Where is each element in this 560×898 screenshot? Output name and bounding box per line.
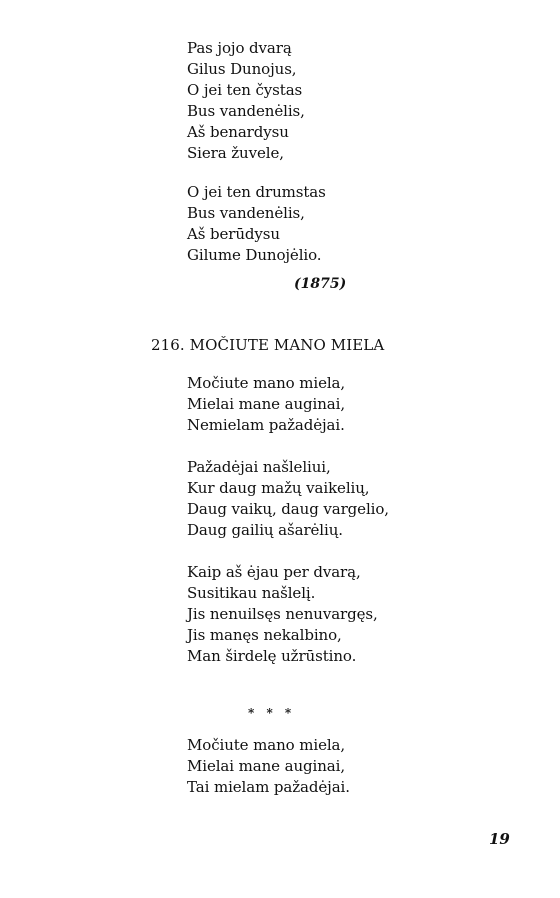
verse-line: Mielai mane auginai,	[187, 757, 345, 775]
verse-line: Kur daug mažų vaikelių,	[187, 479, 370, 497]
verse-line: Man širdelę užrūstino.	[187, 647, 357, 665]
verse-line: Daug vaikų, daug vargelio,	[187, 500, 389, 518]
verse-line: Močiute mano miela,	[187, 736, 346, 754]
verse-line: Jis nenuilsęs nenuvargęs,	[187, 605, 378, 623]
verse-line: Tai mielam pažadėjai.	[187, 778, 350, 796]
verse-line: Gilume Dunojėlio.	[187, 246, 322, 264]
verse-line: Aš benardysu	[187, 123, 289, 141]
stanza	[187, 562, 487, 667]
verse-line: Nemielam pažadėjai.	[187, 416, 345, 434]
verse-line: Bus vandenėlis,	[187, 102, 305, 120]
verse-line: O jei ten drumstas	[187, 183, 326, 201]
verse-line: Bus vandenėlis,	[187, 204, 305, 222]
verse-line: O jei ten čystas	[187, 81, 303, 99]
stanza	[187, 182, 487, 266]
section-divider: * * *	[248, 706, 296, 720]
stanza	[187, 373, 487, 436]
stanza	[187, 735, 487, 798]
verse-line: Daug gailių ašarėlių.	[187, 521, 343, 539]
verse-line: Pažadėjai našleliui,	[187, 458, 331, 476]
verse-line: Kaip aš ėjau per dvarą,	[187, 563, 361, 581]
verse-line: Močiute mano miela,	[187, 374, 346, 392]
verse-line: Aš berūdysu	[187, 225, 280, 243]
stanza	[187, 457, 487, 541]
verse-line: Pas jojo dvarą	[187, 39, 292, 57]
poem-title: 216. MOČIUTE MANO MIELA	[151, 336, 385, 354]
poem-date: (1875)	[294, 276, 347, 292]
verse-line: Susitikau našlelį.	[187, 584, 316, 602]
stanza	[187, 38, 487, 164]
verse-line: Jis manęs nekalbino,	[187, 626, 342, 644]
verse-line: Siera žuvele,	[187, 144, 284, 162]
verse-line: Mielai mane auginai,	[187, 395, 345, 413]
verse-line: Gilus Dunojus,	[187, 60, 297, 78]
page-number: 19	[489, 830, 510, 848]
